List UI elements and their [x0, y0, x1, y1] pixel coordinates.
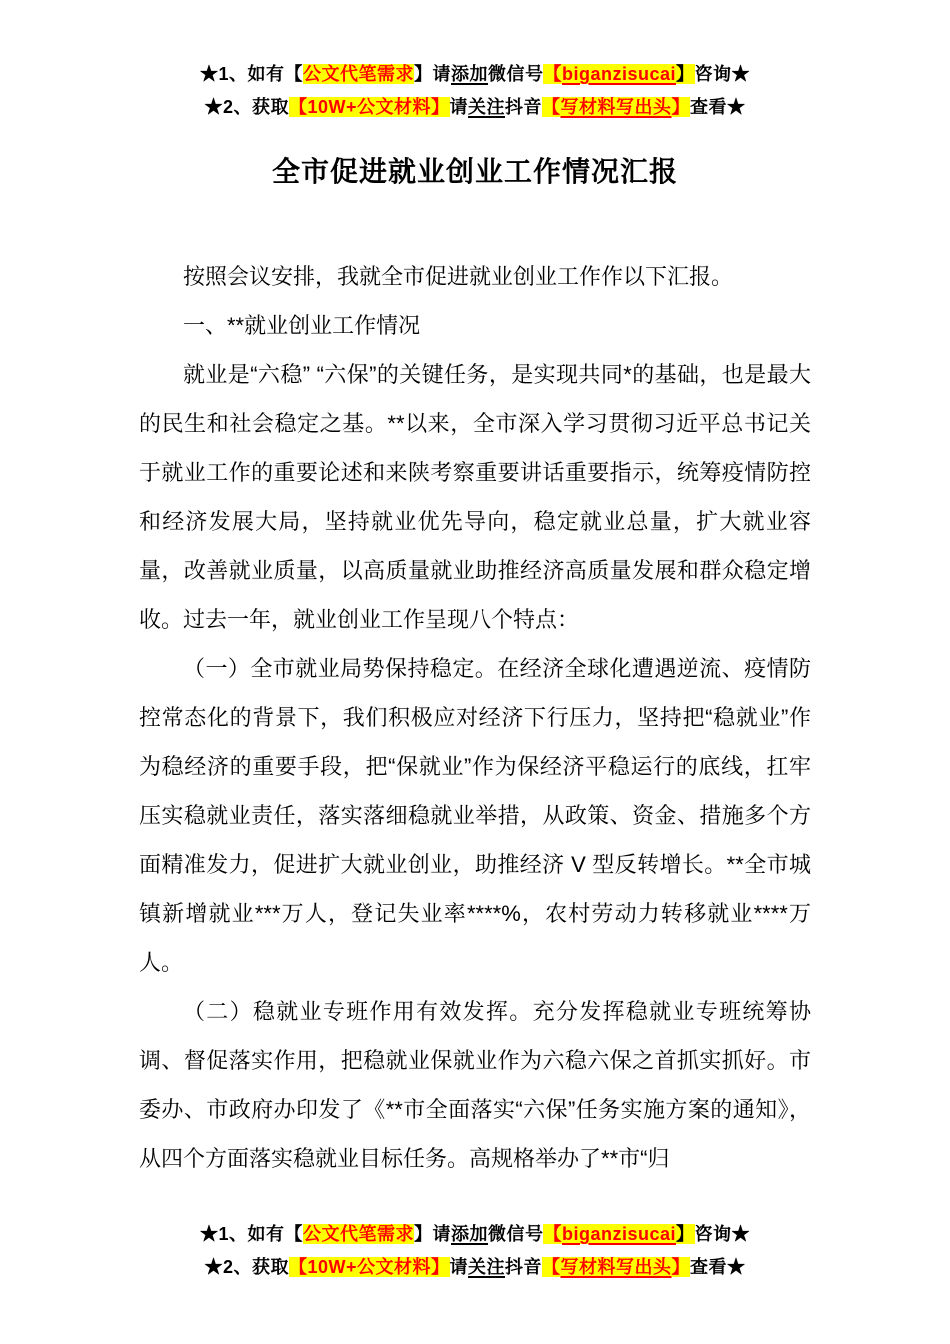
text-segment: biganzisucai	[561, 1224, 677, 1244]
text-segment: 公文代笔需求	[302, 1224, 414, 1244]
text-segment: 】	[671, 97, 691, 117]
notice-line-2	[0, 1251, 950, 1284]
text-segment: 】	[671, 1257, 691, 1277]
text-segment: 】	[676, 1224, 695, 1244]
notice-line-2	[0, 91, 950, 124]
paragraph-point-1: （一）全市就业局势保持稳定。在经济全球化遭遇逆流、疫情防控常态化的背景下，我们积极应对经济下行压力，坚持把“稳就业”作为稳经济的重要手段，把“保就业”作为保经济平稳运行的底线，扛牢压实稳就业责任，落实落细稳就业举措，从政策、资金、措施多个方面精准发力，促进扩大就业创业，助推经济 V 型反转增长。**全市城镇新增就业***万人，登记失业率****%，农村劳动力转移就业****万人。	[139, 656, 811, 975]
text-segment: ★2、获取	[204, 97, 289, 117]
document-body	[139, 252, 811, 1183]
text-segment: 关注	[468, 97, 506, 117]
text-segment: 查看★	[690, 97, 746, 117]
text-segment: 【10W+公文材料】	[288, 97, 450, 117]
text-segment: 请	[449, 97, 469, 117]
text-segment: 写材料写出头	[560, 1257, 672, 1277]
text-segment: 请	[449, 1257, 469, 1277]
text-segment: 】请	[413, 1224, 451, 1244]
text-segment: 关注	[468, 1257, 506, 1277]
paragraph-intro: 按照会议安排，我就全市促进就业创业工作作以下汇报。	[183, 264, 734, 289]
text-segment: 抖音	[505, 97, 543, 117]
text-segment: 【	[543, 64, 562, 84]
promo-notice-top	[0, 0, 950, 124]
paragraph-overview: 就业是“六稳” “六保”的关键任务，是实现共同*的基础，也是最大的民生和社会稳定之基。**以来，全市深入学习贯彻习近平总书记关于就业工作的重要论述和来陕考察重要讲话重要指示，统筹疫情防控和经济发展大局，坚持就业优先导向，稳定就业总量，扩大就业容量，改善就业质量，以高质量就业助推经济高质量发展和群众稳定增收。过去一年，就业创业工作呈现八个特点：	[139, 362, 811, 632]
notice-line-1	[0, 58, 950, 91]
text-segment: 添加	[450, 64, 488, 84]
text-segment: 添加	[450, 1224, 488, 1244]
text-segment: biganzisucai	[561, 64, 677, 84]
text-segment: 咨询★	[694, 64, 751, 84]
text-segment: 【	[543, 1224, 562, 1244]
text-segment: 】请	[413, 64, 451, 84]
text-segment: 微信号	[487, 64, 544, 84]
text-segment: 咨询★	[694, 1224, 751, 1244]
promo-notice-bottom	[0, 1218, 950, 1284]
text-segment: 【	[542, 97, 561, 117]
text-segment: 【	[542, 1257, 561, 1277]
text-segment: 【10W+公文材料】	[288, 1257, 450, 1277]
text-segment: 微信号	[487, 1224, 544, 1244]
notice-line-1	[0, 1218, 950, 1251]
page-title: 全市促进就业创业工作情况汇报	[271, 156, 678, 187]
text-segment: 写材料写出头	[560, 97, 672, 117]
text-segment: ★1、如有【	[199, 64, 303, 84]
text-segment: 公文代笔需求	[302, 64, 414, 84]
paragraph-section-heading: 一、**就业创业工作情况	[183, 313, 421, 338]
text-segment: 】	[676, 64, 695, 84]
paragraph-point-2: （二）稳就业专班作用有效发挥。充分发挥稳就业专班统筹协调、督促落实作用，把稳就业保就业作为六稳六保之首抓实抓好。市委办、市政府办印发了《**市全面落实“六保”任务实施方案的通知》，从四个方面落实稳就业目标任务。高规格举办了**市“归	[139, 999, 811, 1171]
text-segment: 查看★	[690, 1257, 746, 1277]
text-segment: 抖音	[505, 1257, 543, 1277]
text-segment: ★2、获取	[204, 1257, 289, 1277]
text-segment: ★1、如有【	[199, 1224, 303, 1244]
